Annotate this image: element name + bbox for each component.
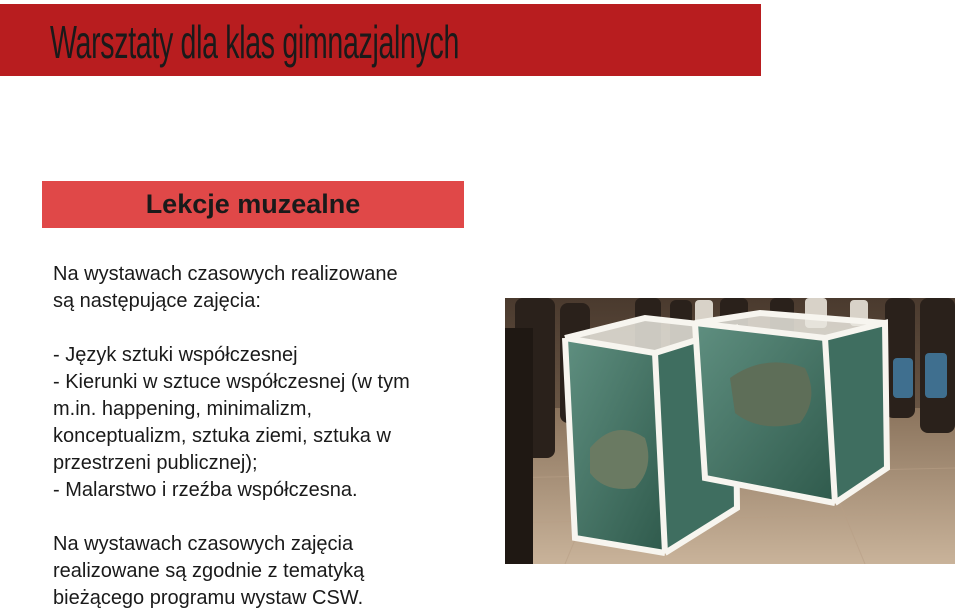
section-heading: Lekcje muzealne — [145, 189, 361, 219]
list-line: - Język sztuki współczesnej — [53, 344, 298, 366]
intro-line: są następujące zajęcia: — [53, 290, 261, 312]
list-line: - Kierunki w sztuce współczesnej (w tym — [53, 371, 410, 393]
section-banner — [42, 181, 464, 228]
list-line: konceptualizm, sztuka ziemi, sztuka w — [53, 425, 391, 447]
list-line: - Malarstwo i rzeźba współczesna. — [53, 479, 358, 501]
list-line: przestrzeni publicznej); — [53, 452, 258, 474]
exhibition-photo — [505, 298, 955, 564]
closing-line: Na wystawach czasowych zajęcia — [53, 533, 354, 555]
intro-line: Na wystawach czasowych realizowane — [53, 263, 398, 285]
closing-line: realizowane są zgodnie z tematyką — [53, 560, 365, 582]
topics-list — [53, 342, 483, 504]
closing-paragraph — [53, 531, 473, 612]
title-banner — [0, 4, 761, 76]
list-line: m.in. happening, minimalizm, — [53, 398, 312, 420]
page-title: Warsztaty dla klas gimnazjalnych — [50, 16, 460, 68]
intro-paragraph — [53, 261, 473, 315]
closing-line: bieżącego programu wystaw CSW. — [53, 587, 364, 609]
